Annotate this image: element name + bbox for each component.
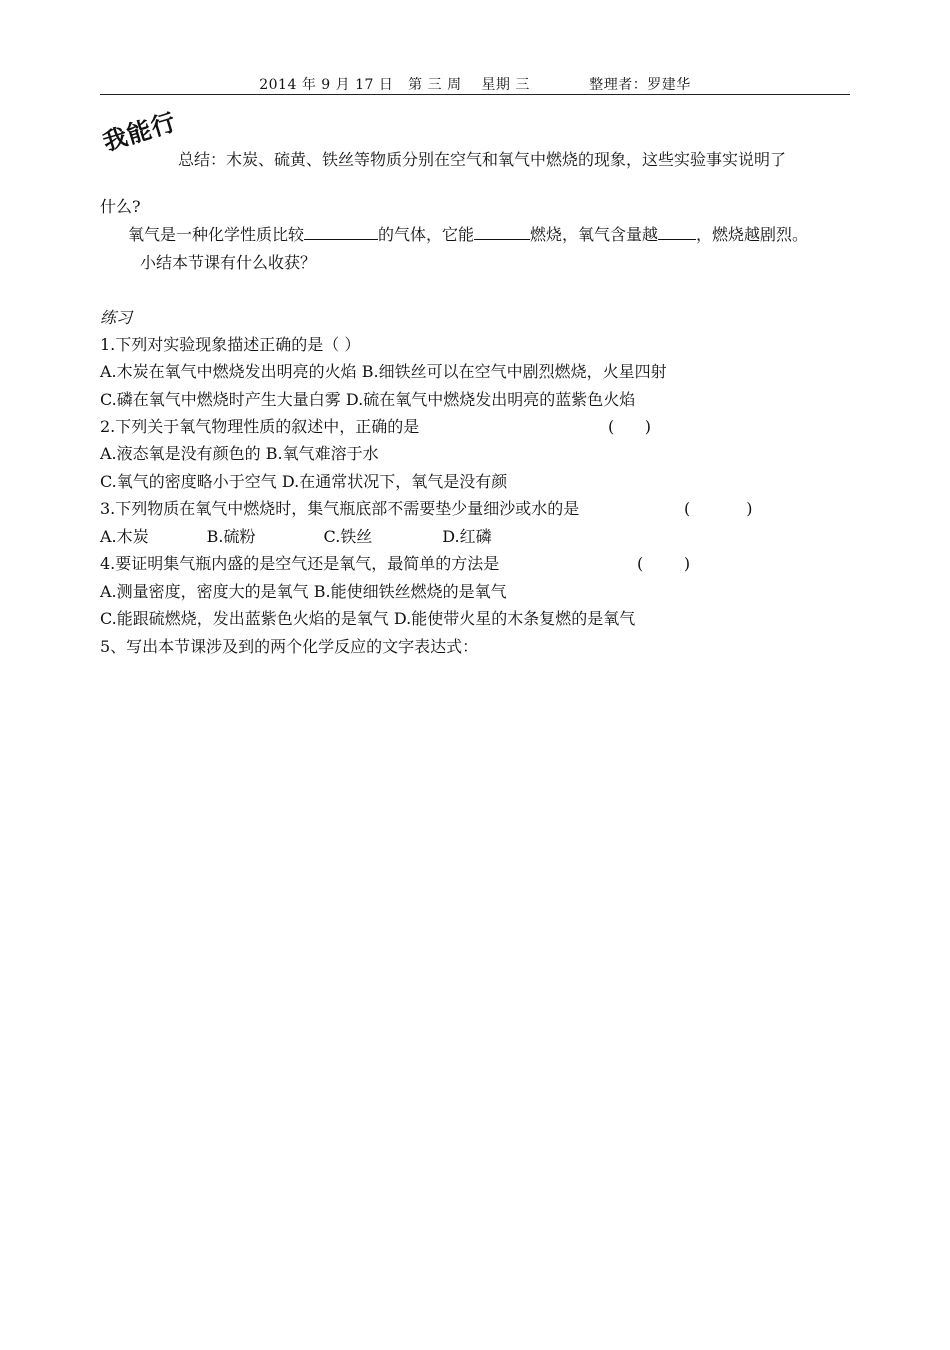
fill-text-1: 氧气是一种化学性质比较 (128, 225, 305, 244)
fill-text-4: ，燃烧越剧烈。 (696, 225, 809, 244)
summary-line-2: 什么? (100, 197, 141, 216)
q3-option-a: A.木炭 (100, 527, 149, 546)
q3-option-c: C.铁丝 (323, 527, 373, 546)
summary-line-1: 总结：木炭、硫黄、铁丝等物质分别在空气和氧气中燃烧的现象，这些实验事实说明了 (178, 150, 787, 169)
q2-options-ab: A.液态氧是没有颜色的 B.氧气难溶于水 (100, 444, 379, 463)
q1-options-cd: C.磷在氧气中燃烧时产生大量白雾 D.硫在氧气中燃烧发出明亮的蓝紫色火焰 (100, 390, 636, 409)
fill-blank-3[interactable] (658, 224, 696, 240)
page-header: 2014 年 9 月 17 日 第 三 周 星期 三 整理者：罗建华 (259, 77, 691, 93)
q1-options-ab: A.木炭在氧气中燃烧发出明亮的火焰 B.细铁丝可以在空气中剧烈燃烧，火星四射 (100, 362, 667, 381)
q3-option-d: D.红磷 (442, 527, 492, 546)
encouragement-stamp: 我能行 (99, 107, 180, 157)
q3-options (100, 527, 492, 547)
q4-options-cd: C.能跟硫燃烧，发出蓝紫色火焰的是氧气 D.能使带火星的木条复燃的是氧气 (100, 609, 636, 628)
q2-options-cd: C.氧气的密度略小于空气 D.在通常状况下，氧气是没有颜 (100, 472, 508, 491)
q2-stem: 2.下列关于氧气物理性质的叙述中，正确的是 (100, 417, 420, 436)
recap-question: 小结本节课有什么收获？ (140, 253, 317, 272)
q4-stem: 4.要证明集气瓶内盛的是空气还是氧气，最简单的方法是 (100, 554, 500, 573)
q4-answer-paren[interactable]: ( ) (637, 554, 691, 573)
q5-stem: 5、写出本节课涉及到的两个化学反应的文字表达式： (100, 637, 479, 656)
fill-in-sentence (128, 224, 808, 245)
q4-options-ab: A.测量密度，密度大的是氧气 B.能使细铁丝燃烧的是氧气 (100, 582, 507, 601)
q3-stem: 3.下列物质在氧气中燃烧时，集气瓶底部不需要垫少量细沙或水的是 (100, 499, 580, 518)
header-rule (100, 94, 850, 95)
fill-text-3: 燃烧，氧气含量越 (530, 225, 659, 244)
fill-blank-2[interactable] (474, 224, 530, 240)
q2-answer-paren[interactable]: ( ) (608, 417, 651, 436)
q3-answer-paren[interactable]: ( ) (684, 499, 753, 518)
q1-stem: 1.下列对实验现象描述正确的是（ ） (100, 335, 361, 354)
practice-title: 练习 (100, 308, 133, 327)
q3-option-b: B.硫粉 (206, 527, 256, 546)
fill-blank-1[interactable] (304, 224, 378, 240)
fill-text-2: 的气体，它能 (378, 225, 475, 244)
